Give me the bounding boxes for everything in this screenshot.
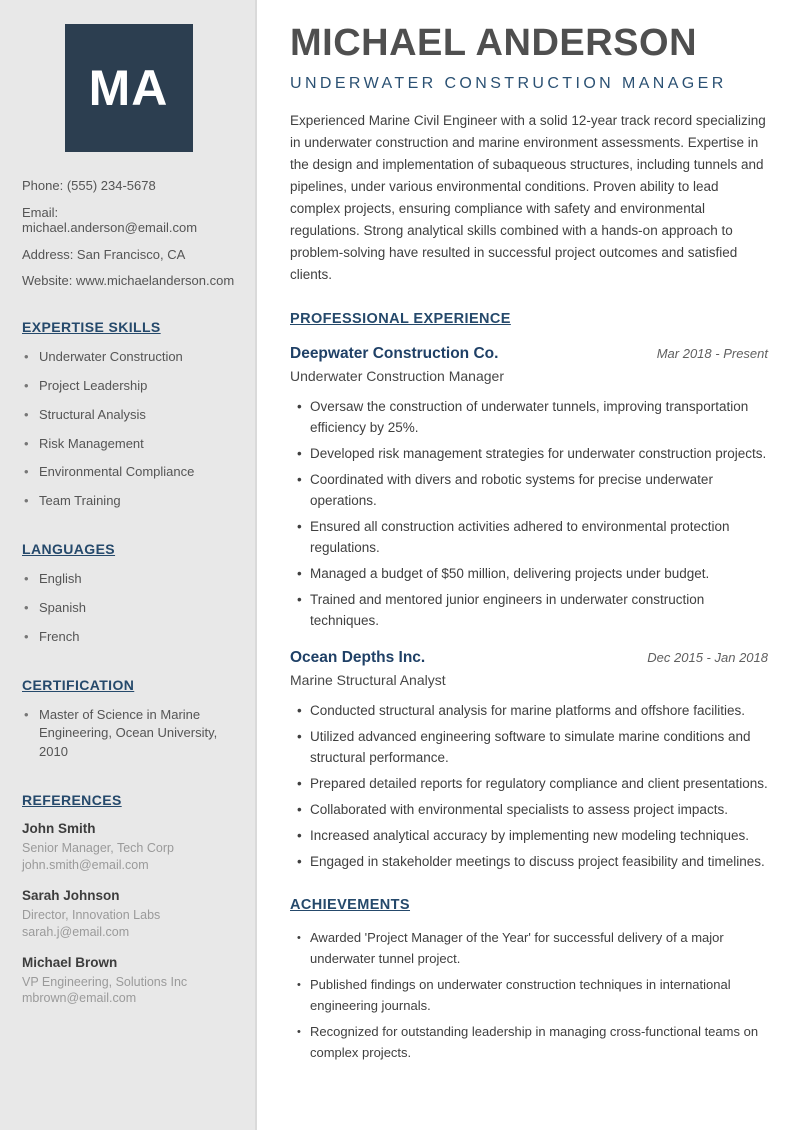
certification-item: • Master of Science in Marine Engineering, Ocean University, 2010	[22, 706, 235, 763]
job-bullet: • Developed risk management strategies for underwater construction projects.	[290, 443, 768, 464]
job-header	[290, 345, 768, 363]
monogram-avatar	[65, 24, 193, 152]
skill-item: • Project Leadership	[22, 377, 235, 396]
achievement-bullet: • Awarded 'Project Manager of the Year' for successful delivery of a major underwater tunnel project.	[290, 927, 768, 969]
contact-website: Website: www.michaelanderson.com	[22, 273, 235, 289]
reference-role: Senior Manager, Tech Corp	[22, 841, 174, 856]
expertise-section	[22, 319, 235, 511]
achievement-bullet: • Published findings on underwater construction techniques in international engineering journals.	[290, 974, 768, 1016]
reference-card	[22, 955, 235, 1008]
job-bullet: • Conducted structural analysis for marine platforms and offshore facilities.	[290, 700, 768, 721]
job-bullet: • Engaged in stakeholder meetings to discuss project feasibility and timelines.	[290, 851, 768, 872]
languages-title: LANGUAGES	[22, 541, 116, 558]
job-entry	[290, 649, 768, 872]
job-role: Marine Structural Analyst	[290, 671, 446, 688]
job-entry	[290, 345, 768, 631]
references-section	[22, 792, 235, 1007]
contact-email: Email: michael.anderson@email.com	[22, 204, 198, 236]
reference-role: VP Engineering, Solutions Inc	[22, 974, 188, 989]
job-header	[290, 649, 768, 667]
skill-item: • Structural Analysis	[22, 406, 235, 425]
achievements-list	[290, 927, 768, 1063]
job-bullet: • Trained and mentored junior engineers in underwater construction techniques.	[290, 589, 768, 631]
skill-item: • Team Training	[22, 492, 235, 511]
languages-list	[22, 570, 235, 647]
job-bullet: • Oversaw the construction of underwater tunnels, improving transportation efficiency by 25%.	[290, 396, 768, 438]
job-dates: Dec 2015 - Jan 2018	[647, 649, 768, 665]
certification-title: CERTIFICATION	[22, 676, 135, 693]
language-item: • Spanish	[22, 599, 235, 618]
certification-list	[22, 706, 235, 763]
contact-section	[22, 178, 235, 289]
achievements-section-title: ACHIEVEMENTS	[290, 896, 411, 913]
skill-item: • Risk Management	[22, 435, 235, 454]
summary-paragraph: Experienced Marine Civil Engineer with a solid 12-year track record specializing in underwater construction and marine environment assessments. Expertise in the design and implementation of subaqueous structures, including tunnels and pipelines, under various environmental conditions. Proven ability to lead complex projects, ensuring compliance with safety and environmental regulations. Strong analytical skills combined with a hands-on approach to problem-solving have resulted in successful project outcomes and satisfied clients.	[290, 112, 766, 282]
sidebar	[0, 0, 257, 1130]
job-bullet: • Prepared detailed reports for regulatory compliance and client presentations.	[290, 773, 768, 794]
reference-name: Michael Brown	[22, 954, 118, 970]
reference-card	[22, 821, 235, 874]
reference-name: Sarah Johnson	[22, 887, 120, 903]
references-title: REFERENCES	[22, 792, 122, 809]
monogram-initials: MA	[88, 60, 169, 116]
reference-card	[22, 888, 235, 941]
job-bullet-list	[290, 396, 768, 631]
certification-section	[22, 677, 235, 763]
language-item: • English	[22, 570, 235, 589]
job-bullet: • Collaborated with environmental specialists to assess project impacts.	[290, 799, 768, 820]
company-name: Deepwater Construction Co.	[290, 344, 499, 362]
reference-name: John Smith	[22, 821, 96, 837]
reference-role: Director, Innovation Labs	[22, 907, 161, 922]
job-dates: Mar 2018 - Present	[656, 345, 768, 361]
job-bullet-list	[290, 700, 768, 872]
expertise-title: EXPERTISE SKILLS	[22, 318, 161, 335]
skill-item: • Underwater Construction	[22, 348, 235, 367]
candidate-name: MICHAEL ANDERSON	[290, 22, 698, 64]
job-bullet: • Coordinated with divers and robotic systems for precise underwater operations.	[290, 469, 768, 511]
resume-main-column	[257, 0, 800, 1130]
achievement-bullet: • Recognized for outstanding leadership in managing cross-functional teams on complex projects.	[290, 1021, 768, 1063]
job-bullet: • Increased analytical accuracy by implementing new modeling techniques.	[290, 825, 768, 846]
expertise-list	[22, 348, 235, 511]
contact-address: Address: San Francisco, CA	[22, 246, 186, 262]
languages-section	[22, 541, 235, 647]
contact-phone: Phone: (555) 234-5678	[22, 178, 156, 193]
reference-email: john.smith@email.com	[22, 857, 149, 872]
job-role: Underwater Construction Manager	[290, 367, 504, 384]
job-bullet: • Ensured all construction activities adhered to environmental protection regulations.	[290, 516, 768, 558]
job-bullet: • Managed a budget of $50 million, delivering projects under budget.	[290, 563, 768, 584]
reference-email: mbrown@email.com	[22, 991, 137, 1006]
language-item: • French	[22, 628, 235, 647]
skill-item: • Environmental Compliance	[22, 463, 235, 482]
company-name: Ocean Depths Inc.	[290, 648, 426, 666]
experience-section-title: PROFESSIONAL EXPERIENCE	[290, 310, 511, 327]
reference-email: sarah.j@email.com	[22, 924, 130, 939]
candidate-title: UNDERWATER CONSTRUCTION MANAGER	[290, 74, 727, 92]
job-bullet: • Utilized advanced engineering software to simulate marine conditions and structural performance.	[290, 726, 768, 768]
